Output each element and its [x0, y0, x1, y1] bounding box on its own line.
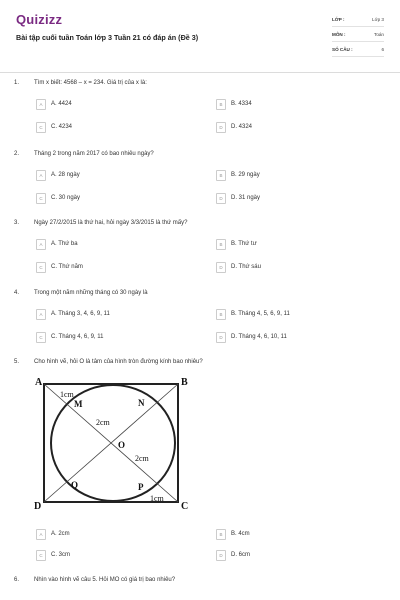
- option-text: B. 29 ngày: [231, 172, 260, 178]
- label-1cm-bottom: 1cm: [150, 494, 164, 503]
- option-text: A. 4424: [51, 101, 72, 107]
- option-letter-box: A: [36, 239, 46, 250]
- option-letter-box: D: [216, 332, 226, 343]
- option-text: A. 2cm: [51, 531, 70, 537]
- option-text: A. 28 ngày: [51, 172, 80, 178]
- meta-class: [332, 14, 384, 27]
- question-text: Nhìn vào hình vẽ câu 5. Hỏi MO có giá trị bao nhiêu?: [34, 577, 176, 583]
- label-p: P: [138, 482, 144, 492]
- question-number: 4.: [14, 290, 20, 296]
- option-letter-box: C: [36, 122, 46, 133]
- option-text: C. Thứ năm: [51, 264, 83, 270]
- label-o: O: [118, 440, 126, 450]
- option-letter-box: A: [36, 170, 46, 181]
- header-divider: [0, 72, 400, 73]
- label-n: N: [138, 398, 145, 408]
- label-2cm-left: 2cm: [96, 418, 110, 427]
- option-text: B. 4cm: [231, 531, 250, 537]
- question-number: 3.: [14, 220, 20, 226]
- option-text: B. Tháng 4, 5, 6, 9, 11: [231, 311, 290, 317]
- option-letter-box: A: [36, 529, 46, 540]
- question-text: Tìm x biết: 4568 – x = 234. Giá trị của x là:: [34, 80, 147, 86]
- label-m: M: [74, 399, 83, 409]
- option-letter-box: A: [36, 99, 46, 110]
- option-letter-box: B: [216, 170, 226, 181]
- circle-in-square-figure: [34, 372, 194, 517]
- option-letter-box: D: [216, 193, 226, 204]
- question-text: Trong một năm những tháng có 30 ngày là: [34, 290, 148, 296]
- option-text: B. 4334: [231, 101, 252, 107]
- option-letter-box: D: [216, 262, 226, 273]
- option-text: D. Tháng 4, 6, 10, 11: [231, 334, 287, 340]
- option-letter-box: D: [216, 550, 226, 561]
- question-text: Cho hình vẽ, hỏi O là tâm của hình tròn đường kính bao nhiêu?: [34, 359, 203, 365]
- label-b: B: [181, 377, 188, 388]
- option-text: C. 30 ngày: [51, 195, 81, 201]
- question-number: 2.: [14, 151, 20, 157]
- question-text: Tháng 2 trong năm 2017 có bao nhiêu ngày?: [34, 151, 154, 157]
- quizizz-logo: Quizizz: [16, 12, 63, 27]
- option-text: D. Thứ sáu: [231, 264, 261, 270]
- option-text: D. 6cm: [231, 552, 251, 558]
- question-number: 6.: [14, 577, 20, 583]
- meta-label: LỚP :: [332, 17, 345, 22]
- option-text: D. 4324: [231, 124, 253, 130]
- label-q: Q: [71, 480, 79, 490]
- option-text: C. 4234: [51, 124, 73, 130]
- circle-o: [51, 385, 175, 501]
- option-letter-box: C: [36, 193, 46, 204]
- option-text: B. Thứ tư: [231, 241, 257, 247]
- option-letter-box: C: [36, 550, 46, 561]
- option-letter-box: B: [216, 239, 226, 250]
- option-letter-box: C: [36, 262, 46, 273]
- option-letter-box: C: [36, 332, 46, 343]
- worksheet-header: [0, 0, 400, 70]
- label-1cm-top: 1cm: [60, 390, 74, 399]
- label-d: D: [34, 501, 42, 512]
- question-number: 5.: [14, 359, 20, 365]
- option-text: C. 3cm: [51, 552, 71, 558]
- label-2cm-right: 2cm: [135, 454, 149, 463]
- label-c: C: [181, 501, 189, 512]
- meta-count: [332, 44, 384, 57]
- option-text: A. Thứ ba: [51, 241, 78, 247]
- meta-label: SỐ CÂU :: [332, 47, 353, 52]
- meta-subject: [332, 29, 384, 42]
- option-letter-box: D: [216, 122, 226, 133]
- meta-value: 6: [381, 47, 384, 52]
- meta-value: Toán: [374, 32, 384, 37]
- option-letter-box: B: [216, 529, 226, 540]
- option-letter-box: B: [216, 99, 226, 110]
- option-text: A. Tháng 3, 4, 6, 9, 11: [51, 311, 110, 317]
- option-text: C. Tháng 4, 6, 9, 11: [51, 334, 104, 340]
- page-title: Bài tập cuối tuần Toán lớp 3 Tuần 21 có đáp án (Đề 3): [16, 33, 199, 42]
- question-number: 1.: [14, 80, 20, 86]
- option-letter-box: B: [216, 309, 226, 320]
- meta-label: MÔN :: [332, 32, 346, 37]
- option-text: D. 31 ngày: [231, 195, 261, 201]
- option-letter-box: A: [36, 309, 46, 320]
- question-text: Ngày 27/2/2015 là thứ hai, hỏi ngày 3/3/2015 là thứ mấy?: [34, 220, 188, 226]
- label-a: A: [35, 377, 43, 388]
- meta-value: Lớp 3: [372, 17, 384, 22]
